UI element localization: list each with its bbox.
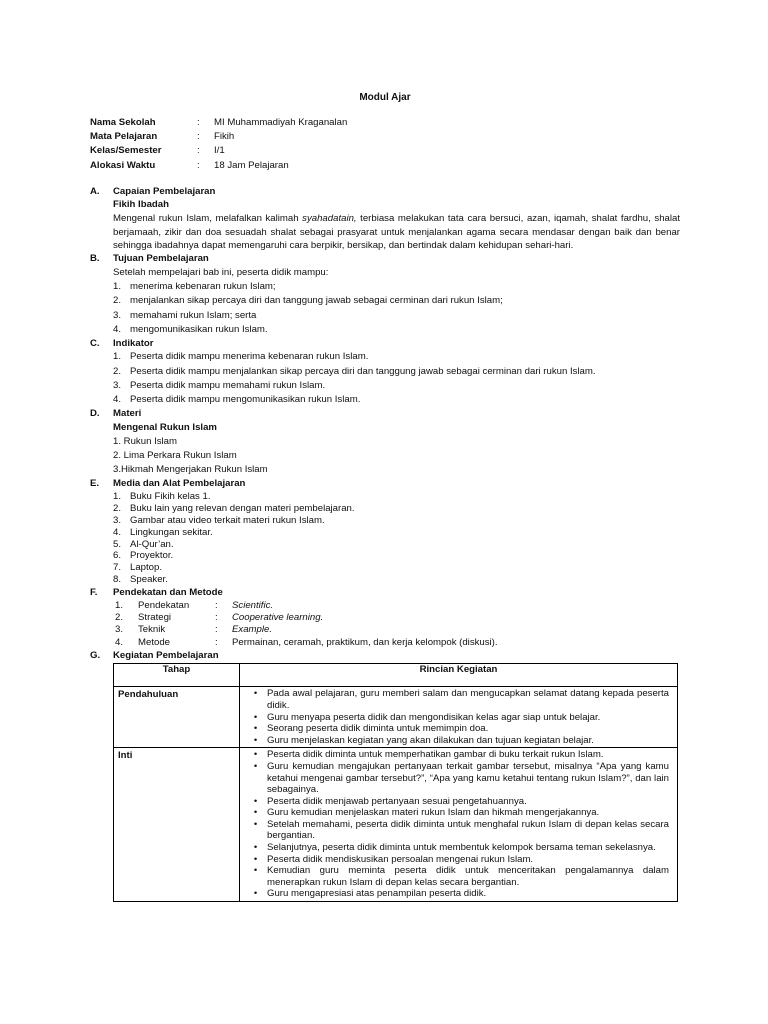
info-label: Nama Sekolah xyxy=(90,117,156,128)
activity-text: Guru kemudian menjelaskan materi rukun Islam dan hikmah mengerjakannya. xyxy=(267,807,600,819)
activity-item xyxy=(244,865,669,888)
list-number: 4. xyxy=(113,526,122,538)
activity-list xyxy=(244,749,669,900)
approach-value: Permainan, ceramah, praktikum, dan kerja kelompok (diskusi). xyxy=(232,636,498,648)
section-e-heading xyxy=(90,477,680,491)
bullet: • xyxy=(253,734,258,746)
section-title: Tujuan Pembelajaran xyxy=(113,253,209,265)
list-item xyxy=(113,539,680,551)
info-colon: : xyxy=(197,117,200,128)
list-text: Peserta didik mampu memahami rukun Islam. xyxy=(130,379,326,391)
section-letter: G. xyxy=(90,649,101,661)
materi-line: 1. Rukun Islam xyxy=(113,435,177,447)
activity-list xyxy=(244,688,669,746)
list-text: Buku lain yang relevan dengan materi pembelajaran. xyxy=(130,502,355,514)
indikator-list xyxy=(113,350,680,407)
list-item xyxy=(113,491,680,503)
activity-item xyxy=(244,688,669,711)
approach-colon: : xyxy=(215,611,218,623)
section-f-heading xyxy=(90,586,680,600)
section-e-body xyxy=(90,491,680,586)
approach-colon: : xyxy=(215,624,218,636)
activity-item xyxy=(244,735,669,747)
activity-item xyxy=(244,712,669,724)
approach-label: Strategi xyxy=(138,611,172,623)
activity-text: Peserta didik mendiskusikan persoalan mengenai rukun Islam. xyxy=(267,853,534,865)
list-item xyxy=(113,562,680,574)
list-number: 3. xyxy=(115,624,124,636)
section-d-body xyxy=(90,421,680,478)
list-number: 1. xyxy=(113,281,122,293)
activity-item xyxy=(244,854,669,866)
section-letter: C. xyxy=(90,337,100,349)
materi-line: 3.Hikmah Mengerjakan Rukun Islam xyxy=(113,464,268,476)
activity-text: Guru menyapa peserta didik dan mengondisikan kelas agar siap untuk belajar. xyxy=(267,711,601,723)
bullet: • xyxy=(253,818,258,830)
paragraph-text: Mengenal rukun Islam, melafalkan kalimah xyxy=(113,213,303,225)
list-text: menerima kebenaran rukun Islam; xyxy=(130,281,276,293)
approach-row xyxy=(113,624,680,636)
list-number: 4. xyxy=(113,323,122,335)
list-number: 2. xyxy=(115,611,124,623)
bullet: • xyxy=(253,795,258,807)
activity-item xyxy=(244,819,669,842)
rincian-cell xyxy=(240,687,678,748)
capaian-paragraph xyxy=(113,212,680,252)
list-item xyxy=(113,393,680,407)
section-title: Indikator xyxy=(113,337,154,349)
section-title: Kegiatan Pembelajaran xyxy=(113,649,219,661)
approach-value: Cooperative learning. xyxy=(232,611,324,623)
section-intro: Setelah mempelajari bab ini, peserta didik mampu: xyxy=(113,266,329,278)
list-number: 2. xyxy=(113,295,122,307)
section-letter: E. xyxy=(90,478,100,490)
activity-item xyxy=(244,761,669,796)
section-c-heading xyxy=(90,337,680,351)
info-row xyxy=(90,159,680,173)
bullet: • xyxy=(253,888,258,900)
tujuan-list xyxy=(113,280,680,337)
bullet: • xyxy=(253,842,258,854)
activity-text: Setelah memahami, peserta didik diminta untuk menghafal rukun Islam di depan kelas secara bergantian. xyxy=(267,818,669,842)
info-label: Kelas/Semester xyxy=(90,145,162,157)
activity-item xyxy=(244,723,669,735)
column-header-rincian: Rincian Kegiatan xyxy=(240,664,678,687)
approach-label: Metode xyxy=(138,636,170,648)
paragraph-text: terbiasa melakukan tata cara bersuci, azan, iqamah, shalat fardhu, shalat berjamaah, zikir dan doa sesuadah shalat sebagai prasyarat untuk menjalankan agama secara mendasar dengan baik dan benar sehingga ibadahnya dapat memengaruhi cara berpikir, bersikap, dan bertindak dalam kehidupan sehari-hari. xyxy=(113,213,680,252)
bullet: • xyxy=(253,760,258,772)
list-text: Al-Qur’an. xyxy=(130,538,174,550)
approach-value: Scientific. xyxy=(232,599,274,611)
approach-colon: : xyxy=(215,636,218,648)
list-number: 3. xyxy=(113,379,122,391)
section-title: Pendekatan dan Metode xyxy=(113,587,223,599)
list-item xyxy=(113,350,680,364)
bullet: • xyxy=(253,688,258,700)
list-text: Peserta didik mampu mengomunikasikan rukun Islam. xyxy=(130,394,361,406)
list-item xyxy=(113,294,680,308)
document-page xyxy=(90,92,680,902)
activity-text: Selanjutnya, peserta didik diminta untuk membentuk kelompok bersama teman sekelasnya. xyxy=(267,842,656,854)
activity-text: Pada awal pelajaran, guru memberi salam dan mengucapkan selamat datang kepada peserta didik. xyxy=(267,688,669,711)
column-header-tahap: Tahap xyxy=(114,664,240,687)
info-colon: : xyxy=(197,131,200,143)
list-item xyxy=(113,503,680,515)
approach-colon: : xyxy=(215,599,218,611)
approach-label: Teknik xyxy=(138,624,166,636)
section-subheading: Fikih Ibadah xyxy=(113,199,169,211)
activity-text: Guru kemudian mengajukan pertanyaan terkait gambar tersebut, misalnya “Apa yang kamu ketahui mengenai gambar tersebut?”, “Apa yang kamu ketahui tentang rukun Islam?”, dan lain sebagainya. xyxy=(267,760,669,796)
media-list xyxy=(113,491,680,586)
section-b-body xyxy=(90,266,680,337)
section-a-body xyxy=(90,198,680,252)
activity-item xyxy=(244,842,669,854)
rincian-cell xyxy=(240,748,678,902)
activity-item xyxy=(244,796,669,808)
section-title: Media dan Alat Pembelajaran xyxy=(113,478,246,490)
info-value: Fikih xyxy=(214,131,235,143)
list-item xyxy=(113,515,680,527)
list-number: 3. xyxy=(113,514,122,526)
list-number: 8. xyxy=(113,574,122,586)
list-text: Laptop. xyxy=(130,562,163,574)
info-colon: : xyxy=(197,159,200,171)
info-value: I/1 xyxy=(214,145,225,157)
section-letter: A. xyxy=(90,185,100,197)
list-item xyxy=(113,323,680,337)
list-text: mengomunikasikan rukun Islam. xyxy=(130,323,268,335)
section-subheading: Mengenal Rukun Islam xyxy=(113,421,217,433)
list-text: Peserta didik mampu menjalankan sikap percaya diri dan tanggung jawab sebagai cerminan dari rukun Islam. xyxy=(130,365,596,377)
bullet: • xyxy=(253,865,258,877)
section-g-heading xyxy=(90,649,680,663)
info-value: MI Muhammadiyah Kraganalan xyxy=(214,117,348,128)
bullet: • xyxy=(253,749,258,761)
approach-label: Pendekatan xyxy=(138,599,190,611)
section-d-heading xyxy=(90,407,680,421)
bullet: • xyxy=(253,723,258,735)
info-row xyxy=(90,116,680,130)
section-b-heading xyxy=(90,252,680,266)
section-a-heading xyxy=(90,185,680,199)
list-number: 4. xyxy=(113,394,122,406)
info-block xyxy=(90,116,680,173)
info-value: 18 Jam Pelajaran xyxy=(214,159,289,171)
list-item xyxy=(113,550,680,562)
activity-text: Guru menjelaskan kegiatan yang akan dilakukan dan tujuan kegiatan belajar. xyxy=(267,734,594,746)
activity-text: Peserta didik menjawab pertanyaan sesuai pengetahuannya. xyxy=(267,795,527,807)
info-label: Alokasi Waktu xyxy=(90,159,156,171)
list-number: 7. xyxy=(113,562,122,574)
list-text: Lingkungan sekitar. xyxy=(130,526,213,538)
sections xyxy=(90,185,680,902)
list-text: Speaker. xyxy=(130,574,168,586)
table-header-row xyxy=(114,664,678,687)
list-item xyxy=(113,365,680,379)
bullet: • xyxy=(253,853,258,865)
section-letter: B. xyxy=(90,253,100,265)
document-title: Modul Ajar xyxy=(359,92,411,103)
section-c-body xyxy=(90,350,680,407)
tahap-cell: Inti xyxy=(114,748,240,902)
list-number: 1. xyxy=(113,490,122,502)
approach-row xyxy=(113,600,680,612)
approach-row xyxy=(113,612,680,624)
list-text: Proyektor. xyxy=(130,550,174,562)
list-text: Buku Fikih kelas 1. xyxy=(130,490,211,502)
list-item xyxy=(113,309,680,323)
list-item xyxy=(113,527,680,539)
approach-value: Example. xyxy=(232,624,272,636)
info-row xyxy=(90,144,680,158)
activity-text: Seorang peserta didik diminta untuk memimpin doa. xyxy=(267,723,489,735)
list-number: 1. xyxy=(113,351,122,363)
section-title: Materi xyxy=(113,408,142,420)
tahap-cell: Pendahuluan xyxy=(114,687,240,748)
activity-text: Kemudian guru meminta peserta didik untuk menceritakan pengalamannya dalam menerapkan rukun Islam di depan kelas secara bergantian. xyxy=(267,865,669,888)
list-number: 3. xyxy=(113,309,122,321)
activity-item xyxy=(244,749,669,761)
section-letter: D. xyxy=(90,408,100,420)
table-row xyxy=(114,748,678,902)
approach-row xyxy=(113,637,680,649)
activity-text: Guru mengapresiasi atas penampilan peserta didik. xyxy=(267,888,487,900)
list-number: 2. xyxy=(113,502,122,514)
list-text: Gambar atau video terkait materi rukun Islam. xyxy=(130,514,325,526)
list-item xyxy=(113,379,680,393)
list-text: Peserta didik mampu menerima kebenaran rukun Islam. xyxy=(130,351,369,363)
paragraph-italic-text: syahadatain, xyxy=(302,213,357,225)
activity-item xyxy=(244,888,669,900)
activity-text: Peserta didik diminta untuk memperhatikan gambar di buku terkait rukun Islam. xyxy=(267,749,604,761)
bullet: • xyxy=(253,807,258,819)
list-number: 6. xyxy=(113,550,122,562)
list-item xyxy=(113,280,680,294)
section-title: Capaian Pembelajaran xyxy=(113,185,216,197)
list-number: 1. xyxy=(115,599,124,611)
table-row xyxy=(114,687,678,748)
section-letter: F. xyxy=(90,587,98,599)
section-f-body xyxy=(90,600,680,649)
bullet: • xyxy=(253,711,258,723)
list-text: menjalankan sikap percaya diri dan tanggung jawab sebagai cerminan dari rukun Islam; xyxy=(130,295,503,307)
materi-line: 2. Lima Perkara Rukun Islam xyxy=(113,450,237,461)
kegiatan-table xyxy=(113,663,678,902)
list-number: 4. xyxy=(115,636,124,648)
list-number: 5. xyxy=(113,538,122,550)
list-text: memahami rukun Islam; serta xyxy=(130,309,257,321)
activity-item xyxy=(244,807,669,819)
info-colon: : xyxy=(197,145,200,157)
info-row xyxy=(90,130,680,144)
list-item xyxy=(113,574,680,586)
list-number: 2. xyxy=(113,365,122,377)
section-g-body xyxy=(90,663,680,902)
info-label: Mata Pelajaran xyxy=(90,131,158,143)
